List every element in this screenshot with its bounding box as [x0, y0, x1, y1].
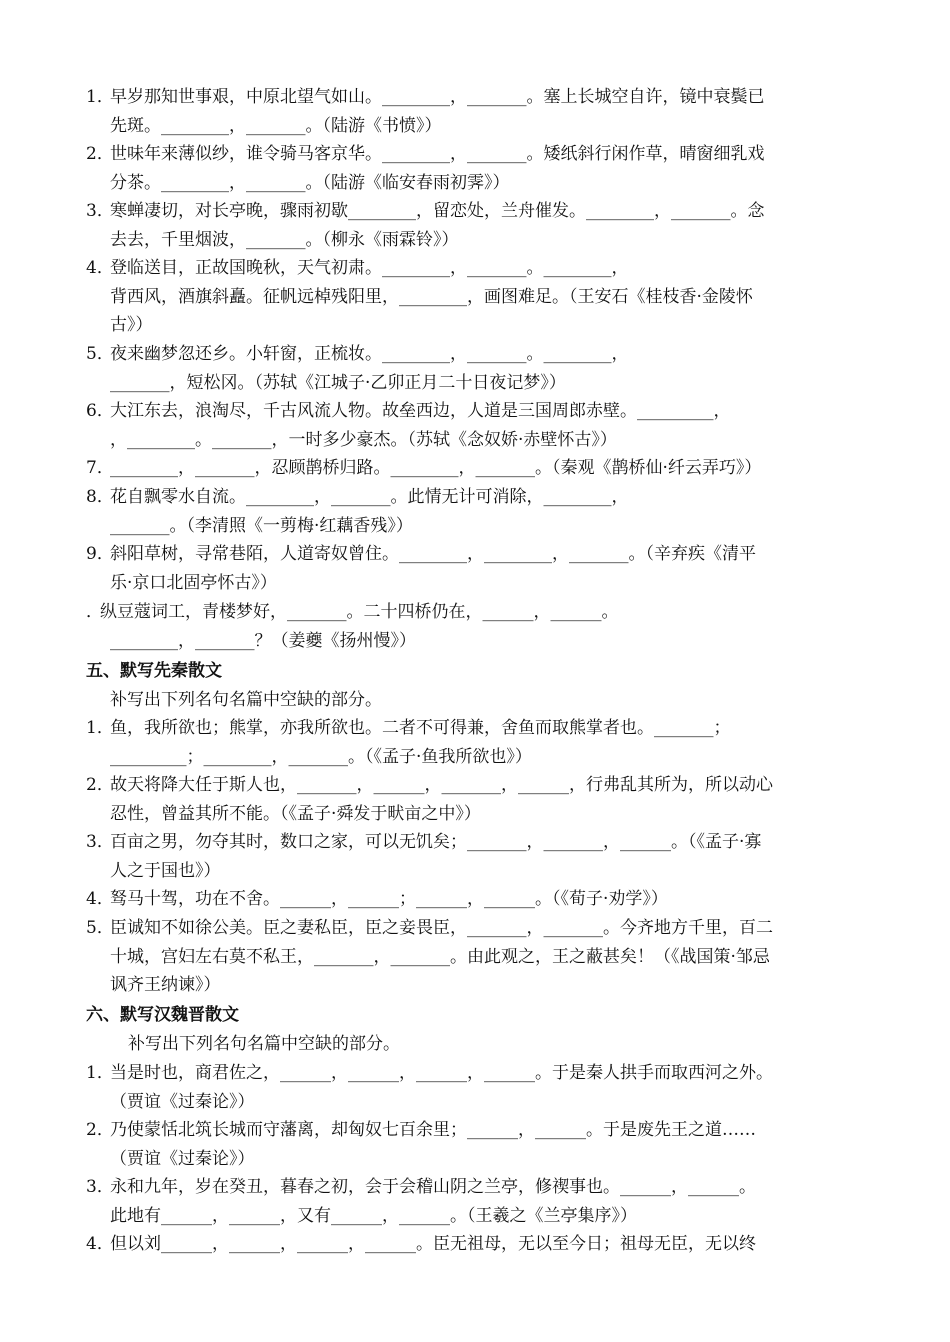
item-number: 2． [86, 775, 114, 795]
item-line: _________；________，_______。（《孟子·鱼我所欲也》） [110, 746, 532, 767]
item-line: 登临送目，正故国晚秋，天气初肃。________，_______。________， [110, 258, 629, 278]
item-line: （贾谊《过秦论》） [110, 1091, 255, 1112]
item-line: 纵豆蔻词工，青楼梦好，_______。二十四桥仍在，______，______。 [100, 602, 619, 622]
s4-item-10 [86, 598, 876, 655]
item-line: 臣诚知不如徐公美。臣之妻私臣，臣之妾畏臣，_______，_______。今齐地方千里，百二 [110, 918, 773, 938]
item-line: 寒蝉凄切，对长亭晚，骤雨初歇________，留恋处，兰舟催发。________，_______。念 [110, 201, 765, 221]
s6-item-3 [86, 1173, 876, 1230]
item-line: 古》） [110, 315, 153, 336]
item-number: 2． [86, 144, 114, 164]
item-number: 3． [86, 1177, 114, 1197]
item-line: ________，_______，忍顾鹊桥归路。________，_______。（秦观《鹊桥仙·纤云弄巧》） [110, 458, 762, 478]
s6-item-2 [86, 1116, 876, 1173]
item-number: 9． [86, 544, 114, 564]
section-6-intro: 补写出下列名句名篇中空缺的部分。 [128, 1034, 400, 1054]
item-number: 2． [86, 1120, 114, 1140]
s4-item-2 [86, 140, 876, 197]
item-number: 4． [86, 889, 114, 909]
s5-item-1 [86, 714, 876, 771]
item-line: _______，短松冈。（苏轼《江城子·乙卯正月二十日夜记梦》） [110, 372, 566, 393]
s4-item-9 [86, 540, 876, 597]
item-line: 十城，宫妇左右莫不私王，_______，_______。由此观之，王之蔽甚矣！（《战国策·邹忌 [110, 946, 770, 967]
item-line: 背西风，酒旗斜矗。征帆远棹残阳里，________，画图难足。（王安石《桂枝香·金陵怀 [110, 286, 753, 307]
s6-item-1 [86, 1059, 876, 1116]
s4-item-3 [86, 197, 876, 254]
item-line: 当是时也，商君佐之，______，______，______，______。于是秦人拱手而取西河之外。 [110, 1063, 773, 1083]
s5-item-3 [86, 828, 876, 885]
item-line: 但以刘______，______，______，______。臣无祖母，无以至今日；祖母无臣，无以终 [110, 1234, 756, 1254]
item-number: 3． [86, 201, 114, 221]
item-number: 4． [86, 258, 114, 278]
s5-item-5 [86, 914, 876, 1000]
item-number: 3． [86, 832, 114, 852]
item-line: 大江东去，浪淘尽，千古风流人物。故垒西边，人道是三国周郎赤壁。_________， [110, 401, 731, 421]
item-number: 1． [86, 87, 114, 107]
item-line: 早岁那知世事艰，中原北望气如山。________，_______。塞上长城空自许，镜中衰鬓已 [110, 87, 765, 107]
item-line: 乐·京口北固亭怀古》） [110, 572, 277, 593]
s4-item-1 [86, 83, 876, 140]
item-line: 忍性，曾益其所不能。（《孟子·舜发于畎亩之中》） [110, 803, 481, 824]
item-line: 乃使蒙恬北筑长城而守藩离，却匈奴七百余里；______，______。于是废先王之道…… [110, 1120, 756, 1140]
s4-item-5 [86, 340, 876, 397]
s5-item-4 [86, 885, 876, 914]
s5-item-2 [86, 771, 876, 828]
item-line: _______。（李清照《一剪梅·红藕香残》） [110, 515, 413, 536]
s4-item-6 [86, 397, 876, 454]
item-line: 分茶。________，_______。（陆游《临安春雨初霁》） [110, 172, 510, 193]
item-line: 人之于国也》） [110, 860, 221, 881]
item-number: 4． [86, 1234, 114, 1254]
s4-item-8 [86, 483, 876, 540]
item-line: 先斑。________，_______。（陆游《书愤》） [110, 115, 442, 136]
item-number: 8． [86, 487, 114, 507]
section-5-heading: 五、默写先秦散文 [86, 661, 222, 681]
item-line: 斜阳草树，寻常巷陌，人道寄奴曾住。________，________，_______。（辛弃疾《清平 [110, 544, 756, 564]
item-number: 7． [86, 458, 114, 478]
item-line: （贾谊《过秦论》） [110, 1148, 255, 1169]
item-line: 讽齐王纳谏》） [110, 975, 221, 996]
item-line: 故天将降大任于斯人也，_______，______，_______，______，行弗乱其所为，所以动心 [110, 775, 773, 795]
item-number: 5． [86, 918, 114, 938]
s4-item-7 [86, 454, 876, 483]
item-line: ，________。_______，一时多少豪杰。（苏轼《念奴娇·赤壁怀古》） [110, 429, 617, 450]
item-line: 鱼，我所欲也；熊掌，亦我所欲也。二者不可得兼，舍鱼而取熊掌者也。_______； [110, 718, 731, 738]
section-6-heading: 六、默写汉魏晋散文 [86, 1005, 239, 1025]
item-number: 6． [86, 401, 114, 421]
item-line: ________，_______？（姜夔《扬州慢》） [110, 630, 416, 651]
item-line: 世味年来薄似纱，谁令骑马客京华。________，_______。矮纸斜行闲作草，晴窗细乳戏 [110, 144, 765, 164]
item-number: 1． [86, 718, 114, 738]
item-line: 百亩之男，勿夺其时，数口之家，可以无饥矣；_______，_______，______。（《孟子·寡 [110, 832, 762, 852]
item-line: 此地有______，______，又有______，______。（王羲之《兰亭集序》） [110, 1205, 637, 1226]
item-line: 夜来幽梦忽还乡。小轩窗，正梳妆。________，_______。________， [110, 344, 629, 364]
item-number: 5． [86, 344, 114, 364]
item-line: 花自飘零水自流。________，_______。此情无计可消除，________， [110, 487, 629, 507]
item-line: 驽马十驾，功在不舍。______，______；______，______。（《荀子·劝学》） [110, 889, 668, 909]
item-number: 1． [86, 1063, 114, 1083]
item-line: 去去，千里烟波，_______。（柳永《雨霖铃》） [110, 229, 459, 250]
s6-item-4 [86, 1230, 876, 1259]
item-line: 永和九年，岁在癸丑，暮春之初，会于会稽山阴之兰亭，修禊事也。______，______。 [110, 1177, 756, 1197]
section-5-intro: 补写出下列名句名篇中空缺的部分。 [110, 690, 382, 710]
item-number: ． [86, 602, 103, 622]
s4-item-4 [86, 254, 876, 340]
